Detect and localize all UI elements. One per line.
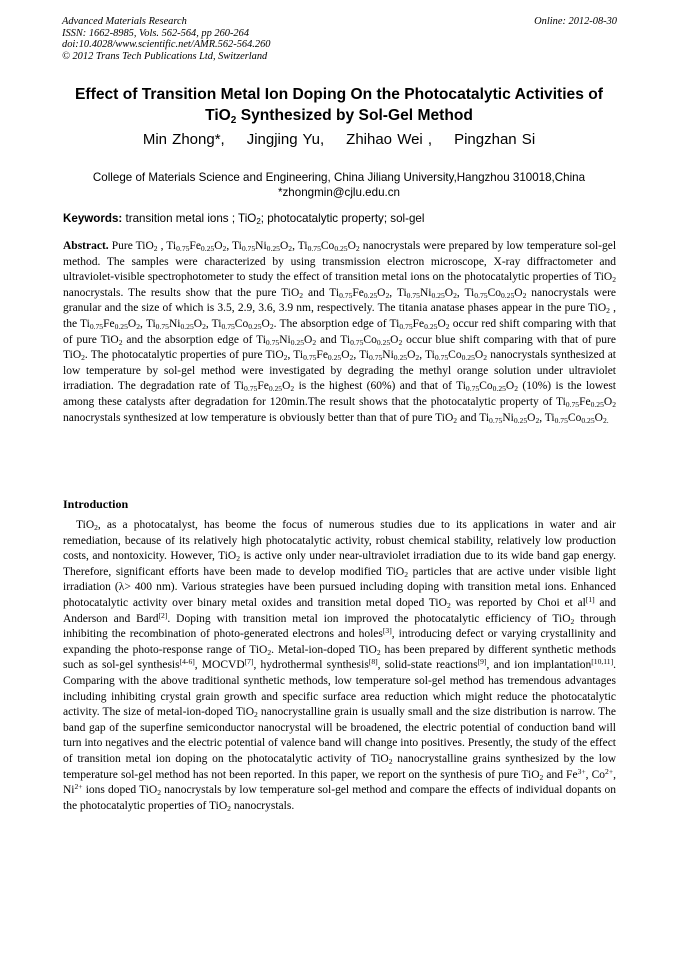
text-run: is the highest (60%) and that of Ti	[294, 380, 466, 393]
text-run: Ni	[168, 317, 181, 330]
superscript: [3]	[382, 626, 392, 636]
author: Pingzhan Si	[454, 131, 536, 148]
subscript: 2	[157, 788, 161, 798]
subscript: 0.75	[339, 290, 353, 300]
online-date: Online: 2012-08-30	[534, 16, 617, 27]
subscript: 2	[446, 600, 451, 610]
subscript: 0.25	[327, 353, 342, 363]
section-heading-introduction: Introduction	[63, 497, 129, 511]
text-run: O	[407, 349, 416, 362]
text-run: and Fe	[543, 768, 578, 781]
text-run: , Ti	[389, 286, 407, 299]
subscript: 2	[299, 290, 304, 300]
subscript: 0.75	[434, 353, 449, 363]
subscript: 0.75	[565, 399, 580, 409]
superscript: [4-6]	[179, 657, 195, 667]
subscript: 2	[376, 647, 381, 657]
text-run: O	[193, 317, 203, 330]
title-line-1: Effect of Transition Metal Ion Doping On the Photocatalytic Activities of	[75, 86, 603, 103]
text-run: Co	[567, 411, 582, 424]
text-run: Fe	[412, 317, 425, 330]
text-run: nanocrystals by low temperature sol-gel method and compare the effects of individual dopants on the photocatalytic properties of TiO	[63, 784, 617, 812]
text-run: and Ti	[303, 286, 340, 299]
subscript: 2	[514, 384, 519, 394]
subscript: 2	[269, 321, 274, 331]
superscript: [2]	[158, 610, 168, 620]
text-run: O	[214, 240, 223, 252]
subscript: 0.25	[500, 290, 515, 300]
subscript: 2	[612, 399, 616, 409]
text-run: nanocrystals synthesized at low temperature by sol-gel method were investigated by degrading the methyl orange solution under ultraviolet irradiation. The degradation rate of Ti	[63, 349, 616, 393]
text-run: Co	[448, 349, 462, 362]
subscript: 2	[388, 756, 393, 766]
text-run: Fe	[103, 317, 115, 330]
text-run: O	[444, 286, 454, 299]
subscript: 2	[153, 244, 158, 253]
text-run: was reported by Choi et al	[450, 596, 586, 609]
subscript: 2	[404, 569, 409, 579]
text-run: through inhibiting the recombination of photo-generated electrons and holes	[63, 612, 616, 641]
text-run: has been prepared by different synthetic methods such as sol-gel synthesis	[63, 643, 617, 672]
keywords	[63, 211, 618, 226]
keywords-subscript: 2	[256, 217, 261, 226]
title-formula: TiO	[205, 107, 231, 124]
text-run: Ni	[255, 240, 267, 252]
subscript: 2	[398, 337, 403, 347]
author: Min Zhong*,	[142, 131, 225, 148]
text-run: O	[304, 333, 313, 346]
text-run: O	[347, 240, 356, 252]
text-run: nanocrystals.	[230, 799, 295, 812]
text-run: , Ti	[353, 349, 369, 362]
subscript: 0.25	[581, 415, 595, 425]
journal-name: Advanced Materials Research	[62, 16, 187, 27]
text-run: Fe	[316, 349, 328, 362]
text-run: , Ti	[287, 349, 304, 362]
text-run: , Ti	[226, 240, 242, 252]
subscript: 0.25	[393, 353, 408, 363]
text-run: , as a photocatalyst, has beome the focus of numerous studies due to its applications in water and air remediation, because of its relatively high photocatalytic activity, robust chemical stability, relatively low production costs, and nontoxicity. However, TiO	[63, 519, 616, 563]
abstract	[63, 239, 616, 426]
text-run: . The absorption edge of Ti	[273, 317, 400, 330]
text-run: . Doping with transition metal ion improved the photocatalytic efficiency of TiO	[167, 612, 571, 625]
subscript: 2	[453, 415, 458, 425]
subscript: 0.75	[554, 415, 568, 425]
superscript: 3+	[577, 766, 586, 776]
subscript: 2	[254, 710, 258, 720]
subscript: 2	[385, 290, 390, 300]
subscript: 2	[94, 523, 98, 532]
journal-header	[62, 16, 617, 62]
superscript: [8]	[368, 657, 378, 667]
keywords-text: ; photocatalytic property; sol-gel	[260, 212, 425, 225]
text-run: Co	[320, 240, 335, 252]
text-run: , Ti	[205, 317, 222, 330]
text-run: Ni	[279, 333, 291, 346]
subscript: 2	[453, 290, 457, 300]
text-run: . The photocatalytic properties of pure TiO	[84, 349, 284, 362]
text-run: nanocrystals. The results show that the pure TiO	[63, 286, 300, 299]
subscript: 2	[227, 803, 231, 813]
subscript: 2	[522, 290, 527, 300]
subscript: 0.25	[513, 415, 528, 425]
text-run: , and ion implantation	[486, 659, 592, 672]
text-run: , Ti	[140, 317, 156, 330]
text-run: Ni	[382, 349, 394, 362]
subscript: 0.75	[465, 384, 480, 394]
text-run: O	[603, 395, 613, 408]
text-run: Fe	[257, 380, 269, 393]
subscript: 0.75	[244, 384, 258, 394]
subscript: 0.25	[492, 384, 506, 394]
text-run: Co	[363, 333, 377, 346]
doi-line: doi:10.4028/www.scientific.net/AMR.562-564.260	[62, 39, 271, 51]
subscript: 2	[606, 306, 610, 316]
text-run: , Ti	[419, 349, 435, 362]
title-line-2	[50, 105, 628, 126]
subscript: 0.25	[376, 337, 391, 347]
text-run: TiO	[76, 519, 95, 531]
subscript: 2	[136, 321, 141, 331]
text-run: O	[474, 349, 484, 362]
text-run: . Comparing with the above traditional synthetic methods, low temperature sol-gel method has tremendous advantages including inhibiting crystal grain growth and specific surface area reduction which might reduce the photocatalytic activity. The size of metal-ion-doped TiO	[63, 659, 616, 719]
text-run: occur red shift comparing with that of pure TiO	[63, 317, 616, 346]
subscript: 2	[283, 353, 288, 363]
subscript: 2	[355, 244, 360, 253]
text-run: particles that are active under visible light irradiation (λ> 400 nm). Various strategies have been pursued including doping with transition metal ions. Enhanced photocatalytic activity over binary metal oxides and transition metal doped TiO	[63, 565, 616, 609]
subscript: 2	[415, 353, 420, 363]
subscript: 2	[312, 337, 317, 347]
text-run: O	[279, 240, 289, 252]
text-run: Fe	[189, 240, 201, 252]
subscript: 0.75	[303, 353, 317, 363]
affiliation	[50, 170, 628, 200]
subscript: 2	[81, 353, 85, 363]
subscript: 2	[349, 353, 354, 363]
title-subscript: 2	[230, 115, 237, 126]
subscript: 0.25	[248, 321, 262, 331]
title-rest: Synthesized by Sol-Gel Method	[236, 107, 473, 124]
text-run: nanocrystals were granular and the size of which is 3.5, 2.9, 3.6, 3.9 nm, respectively. The titania anatase phases appear in the pure TiO	[63, 286, 617, 315]
text-run: . Metal-ion-doped TiO	[271, 643, 377, 656]
text-run: Fe	[352, 286, 364, 299]
text-run: and Ti	[457, 411, 490, 424]
subscript: 0.75	[369, 353, 383, 363]
text-run: O	[341, 349, 350, 362]
subscript: 0.25	[180, 321, 194, 331]
text-run: , Ti	[539, 411, 555, 424]
subscript: 2	[535, 415, 540, 425]
subscript: 0.75	[176, 244, 190, 253]
subscript: 2	[202, 321, 206, 331]
text-run: nanocrystalline grain is usually small and the size distribution is narrow. The band gap of the superfine semiconductor nanocrystal will be broadened, the electric potential of conduction band will turn into negatives and the electric potential of valence band will change into positives. Presently, the study of the effect of transition metal ion doping on the photocatalytic activity of TiO	[63, 706, 616, 765]
subscript: 0.25	[266, 244, 280, 253]
subscript: 2	[290, 384, 295, 394]
subscript: 0.75	[265, 337, 280, 347]
superscript: 2+	[605, 766, 614, 776]
superscript: [10,11]	[591, 657, 614, 667]
text-run: , hydrothermal synthesis	[253, 659, 369, 672]
text-run: O	[282, 380, 291, 393]
text-run: occur blue shift comparing with that of pure TiO	[63, 333, 616, 362]
text-run: and the absorption edge of Ti	[122, 333, 266, 346]
subscript: 0.75	[307, 244, 321, 253]
subscript: 0.75	[406, 290, 420, 300]
superscript: [1]	[585, 594, 595, 604]
text-run: Ni	[502, 411, 514, 424]
text-run: O	[594, 411, 603, 424]
copyright-line: © 2012 Trans Tech Publications Ltd, Switzerland	[62, 50, 268, 62]
text-run: , solid-state reactions	[377, 659, 478, 672]
text-run: and Ti	[316, 333, 351, 346]
author: Zhihao Wei ,	[346, 131, 433, 148]
subscript: 0.25	[334, 244, 348, 253]
subscript: 0.25	[290, 337, 305, 347]
text-run: O	[514, 286, 523, 299]
text-run: , Ti	[456, 286, 475, 299]
text-run: nanocrystals synthesized at low temperature is obviously better than that of pure TiO	[63, 411, 454, 424]
text-run: O	[377, 286, 386, 299]
subscript: 0.25	[363, 290, 378, 300]
keywords-label: Keywords:	[63, 212, 123, 225]
text-run: Ni	[419, 286, 432, 299]
subscript: 2	[570, 616, 575, 626]
text-run: Fe	[579, 395, 591, 408]
introduction-paragraph	[63, 518, 616, 814]
text-run: ions doped TiO	[82, 784, 158, 797]
subscript: 0.25	[461, 353, 475, 363]
text-run: , Ti	[292, 240, 308, 252]
paper-title	[50, 84, 628, 126]
author-list	[50, 130, 628, 149]
subscript: 2	[222, 244, 227, 253]
subscript: 0.75	[89, 321, 104, 331]
text-run: , MOCVD	[194, 659, 245, 672]
text-run: Pure TiO	[108, 240, 154, 252]
subscript: 2	[602, 415, 607, 425]
issn-line: ISSN: 1662-8985, Vols. 562-564, pp 260-264	[62, 27, 250, 39]
subscript: 0.75	[241, 244, 256, 253]
text-run: O	[390, 333, 399, 346]
subscript: 0.25	[268, 384, 283, 394]
subscript: 2	[118, 337, 123, 347]
subscript: 0.25	[590, 399, 604, 409]
subscript: 0.75	[350, 337, 364, 347]
superscript: [9]	[477, 657, 487, 667]
text-run: is active only under near-ultraviolet irradiation due to its wide band gap energy. Therefore, significant efforts have been made to develop modified TiO	[63, 550, 616, 578]
subscript: 0.75	[474, 290, 488, 300]
subscript: 2	[539, 772, 544, 782]
text-run: , the Ti	[63, 302, 616, 330]
text-run: O	[261, 317, 270, 330]
affiliation-line: College of Materials Science and Engineering, China Jiliang University,Hangzhou 310018,China	[92, 171, 586, 184]
subscript: 0.25	[424, 321, 438, 331]
text-run: nanocrystalline grains synthesized by the low temperature sol-gel method has not been reported. In this paper, we report on the synthesis of pure TiO	[63, 752, 616, 781]
subscript: 2	[267, 647, 272, 657]
text-run: O	[505, 380, 515, 393]
author: Jingjing Yu,	[246, 131, 325, 148]
text-run: , Co	[585, 768, 606, 781]
text-run: and Anderson and Bard	[63, 596, 616, 625]
subscript: 2	[236, 554, 241, 564]
text-run: Co	[487, 286, 501, 299]
text-run: , introducing defect or varying crystallinity and expanding the photo-response range of TiO	[63, 628, 616, 656]
text-run: nanocrystals were prepared by low temperature sol-gel method. The samples were characterized by using transmission electron microscope, X-ray diffractometer and ultraviolet-visible spectrophotometer to study the effect of transition metal ions on the photocatalytic properties of TiO	[63, 240, 617, 284]
corresponding-email: *zhongmin@cjlu.edu.cn	[278, 186, 400, 199]
subscript: 2	[288, 244, 293, 253]
subscript: 0.25	[114, 321, 128, 331]
superscript: 2+	[74, 782, 83, 792]
subscript: 0.75	[489, 415, 503, 425]
subscript: 2	[612, 275, 616, 285]
subscript: 0.75	[155, 321, 169, 331]
subscript: 0.25	[431, 290, 445, 300]
text-run: Co	[234, 317, 249, 330]
subscript: 0.25	[200, 244, 215, 253]
text-run: O	[437, 317, 446, 330]
text-run: Co	[479, 380, 493, 393]
superscript: [7]	[244, 657, 254, 667]
text-run: O	[127, 317, 137, 330]
subscript: 2	[483, 353, 487, 363]
text-run: , Ti	[157, 240, 177, 252]
keywords-text: transition metal ions ; TiO	[122, 212, 257, 225]
text-run: O	[527, 411, 536, 424]
text-run: (10%) is the lowest among these catalysts after degradation for 120min.The result shows that the photocatalytic property of Ti	[63, 380, 616, 408]
abstract-label: Abstract.	[63, 240, 109, 252]
text-run: , Ni	[63, 768, 616, 797]
subscript: 2	[445, 321, 450, 331]
subscript: 0.75	[221, 321, 235, 331]
subscript: 0.75	[399, 321, 413, 331]
subscript: .	[606, 415, 609, 425]
